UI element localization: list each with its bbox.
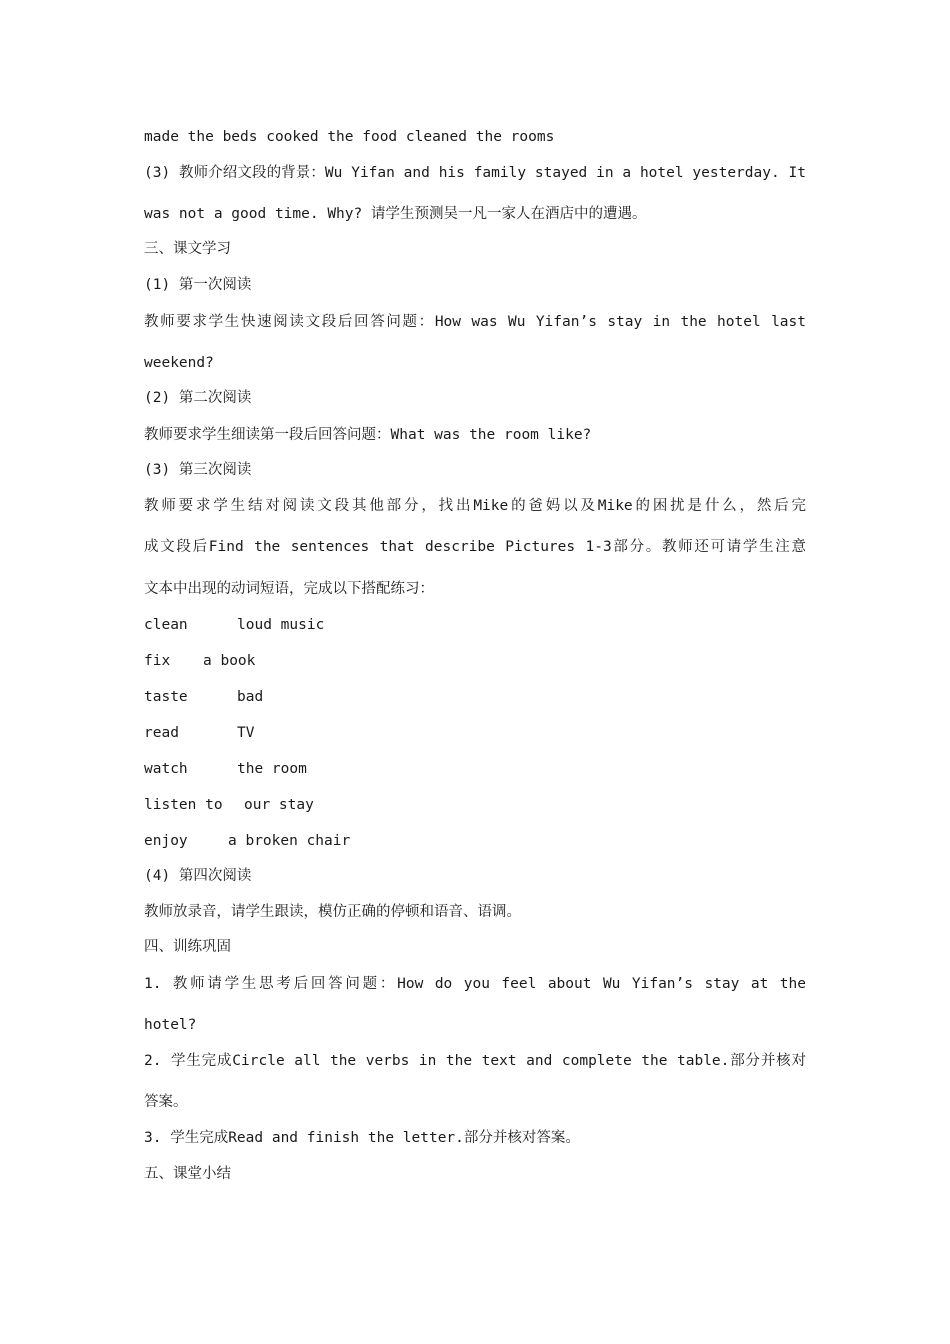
matching-left: watch — [144, 761, 188, 777]
step-3-background: (3) 教师介绍文段的背景：Wu Yifan and his family stayed in a hotel yesterday. It — [144, 165, 806, 181]
section-heading-4: 四、训练巩固 — [144, 939, 231, 955]
matching-left: listen to — [144, 797, 223, 813]
matching-right: a broken chair — [228, 833, 351, 849]
practice-1-cont: hotel? — [144, 1017, 197, 1033]
reading-1-heading: (1) 第一次阅读 — [144, 277, 252, 293]
matching-left: clean — [144, 617, 188, 633]
matching-right: TV — [237, 725, 255, 741]
reading-1-text-cont: weekend? — [144, 355, 214, 371]
reading-3-text-cont: 成文段后Find the sentences that describe Pictures 1-3部分。教师还可请学生注意 — [144, 539, 806, 555]
reading-2-text: 教师要求学生细读第一段后回答问题：What was the room like? — [144, 427, 592, 443]
reading-2-heading: (2) 第二次阅读 — [144, 390, 252, 406]
section-heading-3: 三、课文学习 — [144, 241, 231, 257]
matching-left: enjoy — [144, 833, 188, 849]
matching-right: the room — [237, 761, 307, 777]
matching-right: our stay — [244, 797, 314, 813]
reading-3-text: 教师要求学生结对阅读文段其他部分，找出Mike的爸妈以及Mike的困扰是什么，然后完 — [144, 498, 806, 514]
matching-row — [144, 831, 806, 851]
reading-4-text: 教师放录音，请学生跟读，模仿正确的停顿和语音、语调。 — [144, 904, 521, 920]
section-heading-5: 五、课堂小结 — [144, 1166, 231, 1182]
matching-row — [144, 723, 806, 743]
matching-row — [144, 615, 806, 635]
practice-1: 1. 教师请学生思考后回答问题：How do you feel about Wu Yifan’s stay at the — [144, 976, 806, 992]
matching-row — [144, 759, 806, 779]
matching-left: fix — [144, 653, 171, 669]
matching-row — [144, 651, 806, 671]
matching-right: bad — [237, 689, 264, 705]
matching-left: taste — [144, 689, 188, 705]
practice-3: 3. 学生完成Read and finish the letter.部分并核对答案。 — [144, 1130, 580, 1146]
matching-right: loud music — [237, 617, 325, 633]
reading-4-heading: (4) 第四次阅读 — [144, 868, 252, 884]
matching-right: a book — [203, 653, 256, 669]
reading-3-text-cont2: 文本中出现的动词短语，完成以下搭配练习： — [144, 581, 434, 597]
matching-left: read — [144, 725, 179, 741]
matching-row — [144, 795, 806, 815]
practice-2-cont: 答案。 — [144, 1094, 188, 1110]
step-3-background-cont: was not a good time. Why? 请学生预测吴一凡一家人在酒店中的遭遇。 — [144, 206, 647, 222]
practice-2: 2. 学生完成Circle all the verbs in the text and complete the table.部分并核对 — [144, 1053, 806, 1069]
verb-phrase-examples: made the beds cooked the food cleaned the rooms — [144, 129, 555, 145]
reading-3-heading: (3) 第三次阅读 — [144, 462, 252, 478]
reading-1-text: 教师要求学生快速阅读文段后回答问题：How was Wu Yifan’s stay in the hotel last — [144, 314, 806, 330]
matching-row — [144, 687, 806, 707]
